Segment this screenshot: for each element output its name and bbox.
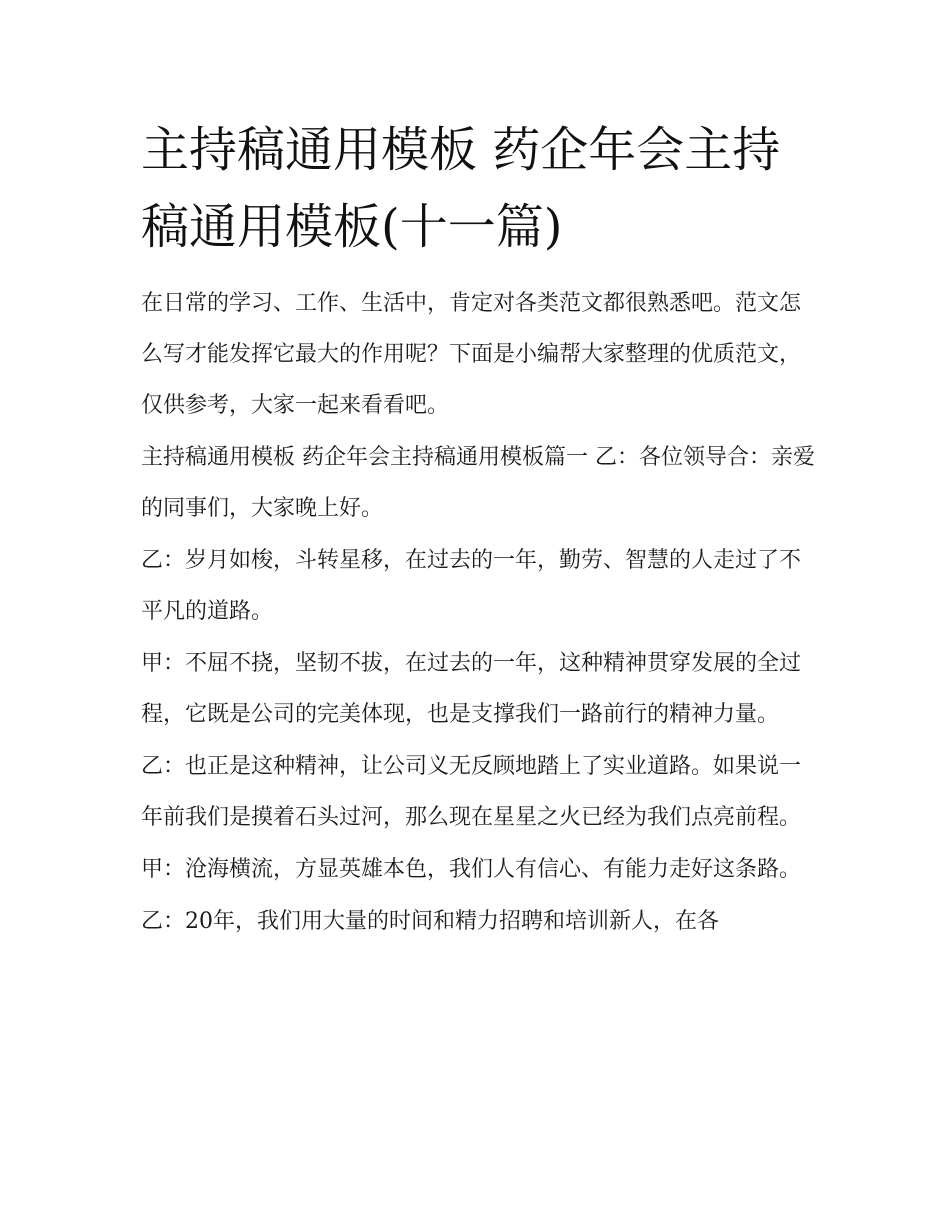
- paragraph-jia-2: 甲：沧海横流，方显英雄本色，我们人有信心、有能力走好这条路。: [141, 857, 802, 882]
- paragraph-jia-1: 甲：不屈不挠，坚韧不拔，在过去的一年，这种精神贯穿发展的全过程，它既是公司的完美体现，也是支撑我们一路前行的精神力量。: [141, 651, 802, 727]
- paragraph-yi-3: 乙：20年，我们用大量的时间和精力招聘和培训新人，在各: [141, 909, 719, 934]
- paragraph-yi-1: 乙：岁月如梭，斗转星移，在过去的一年，勤劳、智慧的人走过了不平凡的道路。: [141, 548, 802, 624]
- document-title: 主持稿通用模板 药企年会主持稿通用模板(十一篇): [141, 122, 781, 255]
- paragraph-opening: 主持稿通用模板 药企年会主持稿通用模板篇一 乙：各位领导合：亲爱的同事们，大家晚上好。: [141, 445, 815, 521]
- document-body: [141, 278, 820, 947]
- paragraph-yi-2: 乙：也正是这种精神，让公司义无反顾地踏上了实业道路。如果说一年前我们是摸着石头过河，那么现在星星之火已经为我们点亮前程。: [141, 754, 802, 830]
- paragraph-intro: 在日常的学习、工作、生活中，肯定对各类范文都很熟悉吧。范文怎么写才能发挥它最大的作用呢？下面是小编帮大家整理的优质范文，仅供参考，大家一起来看看吧。: [141, 291, 802, 418]
